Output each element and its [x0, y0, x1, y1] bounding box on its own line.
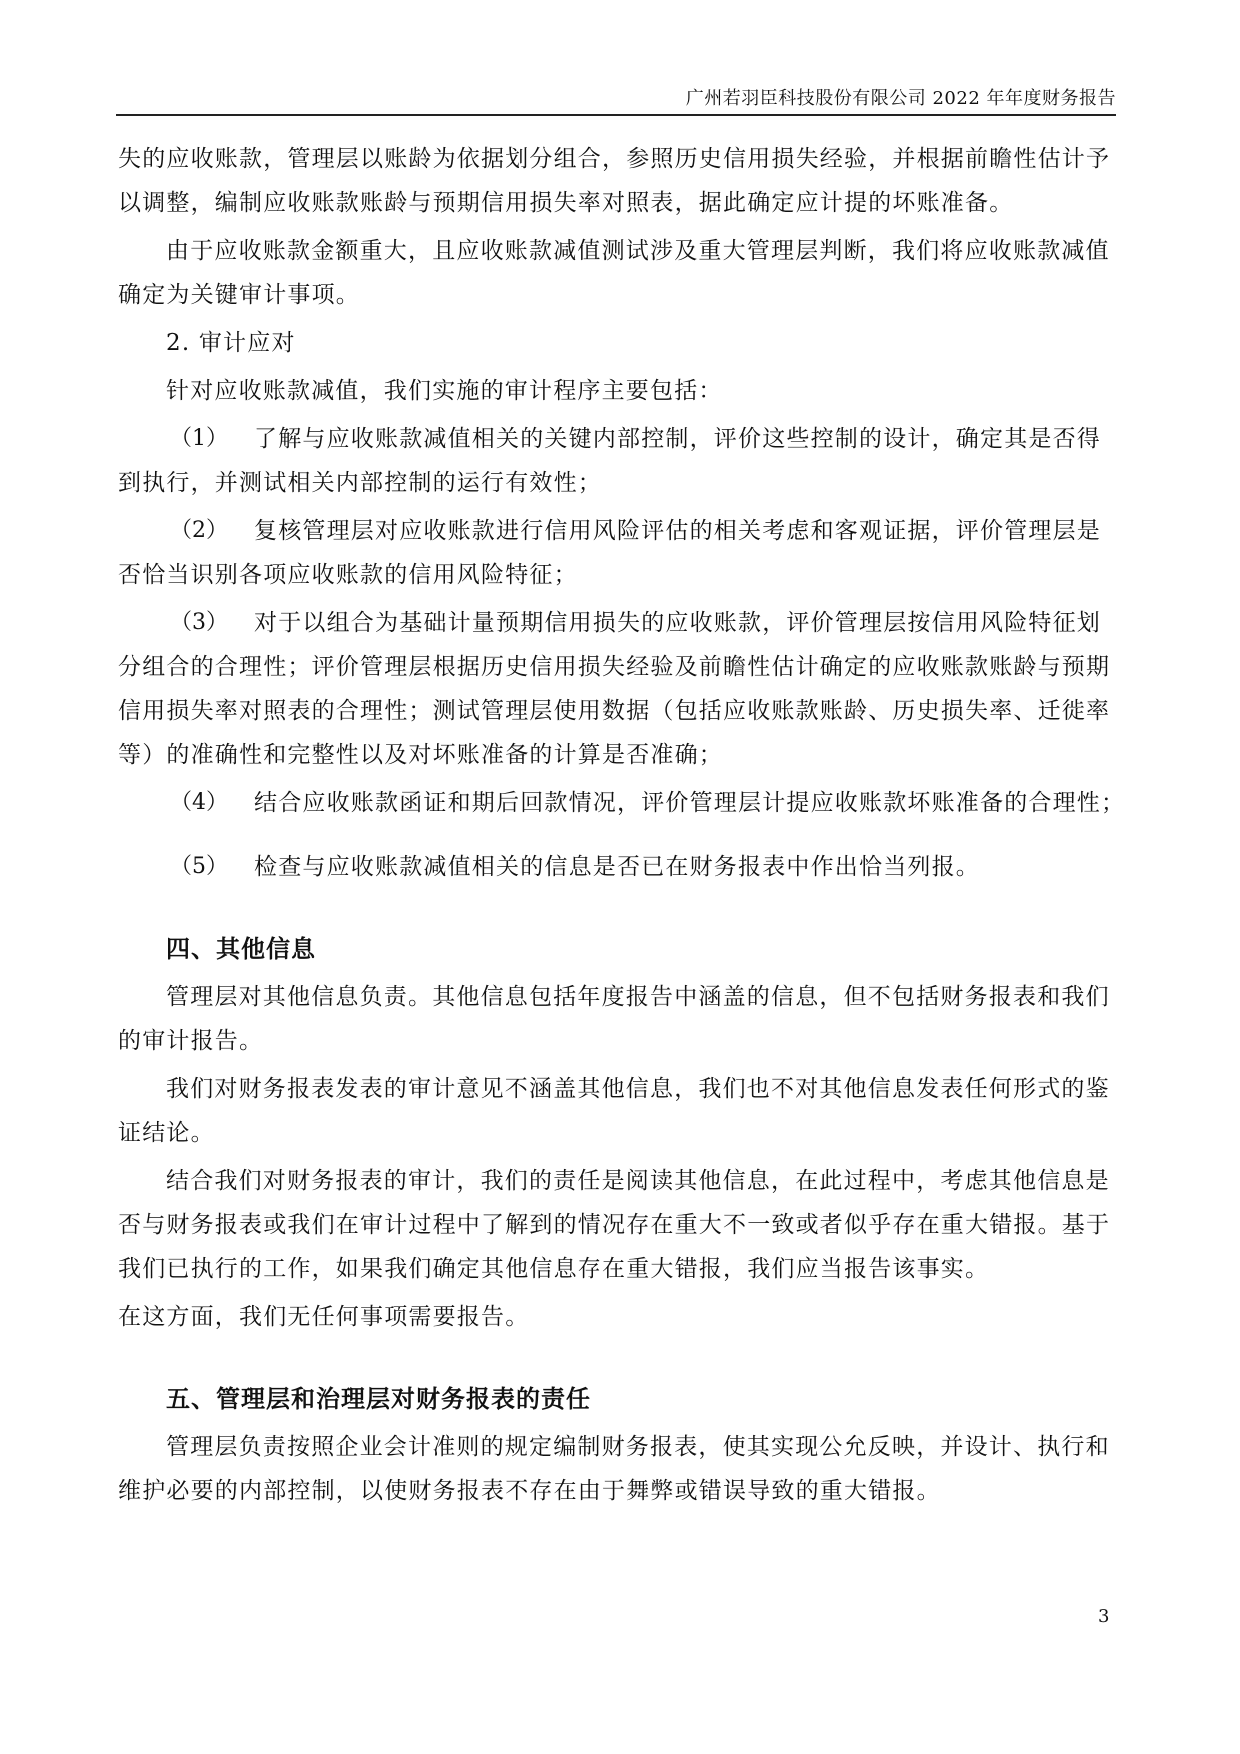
paragraph-line: 以调整，编制应收账款账龄与预期信用损失率对照表，据此确定应计提的坏账准备。	[118, 190, 1014, 216]
list-item-number: （5）	[170, 854, 228, 879]
list-item-line: 信用损失率对照表的合理性；测试管理层使用数据（包括应收账款账龄、历史损失率、迁徙率	[118, 698, 1111, 724]
list-item-number: （2）	[170, 518, 228, 543]
paragraph-line: 维护必要的内部控制，以使财务报表不存在由于舞弊或错误导致的重大错报。	[118, 1478, 941, 1504]
section-heading: 五、管理层和治理层对财务报表的责任	[166, 1385, 591, 1413]
paragraph-line: 确定为关键审计事项。	[118, 282, 360, 308]
list-item-line: 等）的准确性和完整性以及对坏账准备的计算是否准确；	[118, 742, 723, 768]
list-item-line: 到执行，并测试相关内部控制的运行有效性；	[118, 470, 602, 496]
paragraph-line: 在这方面，我们无任何事项需要报告。	[118, 1304, 530, 1330]
subsection-title: 2. 审计应对	[166, 330, 296, 356]
list-item-line: 分组合的合理性；评价管理层根据历史信用损失经验及前瞻性估计确定的应收账款账龄与预期	[118, 654, 1111, 680]
paragraph-line: 管理层负责按照企业会计准则的规定编制财务报表，使其实现公允反映，并设计、执行和	[166, 1434, 1110, 1460]
paragraph-line: 失的应收账款，管理层以账龄为依据划分组合，参照历史信用损失经验，并根据前瞻性估计予	[118, 146, 1111, 172]
paragraph-line: 否与财务报表或我们在审计过程中了解到的情况存在重大不一致或者似乎存在重大错报。基于	[118, 1212, 1111, 1238]
list-item-number: （1）	[170, 426, 228, 451]
paragraph-line: 我们已执行的工作，如果我们确定其他信息存在重大错报，我们应当报告该事实。	[118, 1256, 990, 1282]
paragraph-line: 证结论。	[118, 1120, 215, 1146]
list-item-line: 否恰当识别各项应收账款的信用风险特征；	[118, 562, 578, 588]
paragraph-line: 针对应收账款减值，我们实施的审计程序主要包括：	[166, 378, 723, 404]
page-number: 3	[1098, 1606, 1110, 1627]
list-item-number: （3）	[170, 610, 228, 635]
list-item-line: 对于以组合为基础计量预期信用损失的应收账款，评价管理层按信用风险特征划	[254, 610, 1101, 636]
paragraph-line: 的审计报告。	[118, 1028, 264, 1054]
paragraph-line: 结合我们对财务报表的审计，我们的责任是阅读其他信息，在此过程中，考虑其他信息是	[166, 1168, 1110, 1194]
section-heading: 四、其他信息	[166, 935, 316, 963]
report-title: 广州若羽臣科技股份有限公司 2022 年年度财务报告	[685, 88, 1116, 109]
list-item-line: 了解与应收账款减值相关的关键内部控制，评价这些控制的设计，确定其是否得	[254, 426, 1101, 452]
paragraph-line: 管理层对其他信息负责。其他信息包括年度报告中涵盖的信息，但不包括财务报表和我们	[166, 984, 1110, 1010]
paragraph-line: 我们对财务报表发表的审计意见不涵盖其他信息，我们也不对其他信息发表任何形式的鉴	[166, 1076, 1110, 1102]
page-header	[116, 84, 1116, 116]
paragraph-line: 由于应收账款金额重大，且应收账款减值测试涉及重大管理层判断，我们将应收账款减值	[166, 238, 1110, 264]
list-item-line: 结合应收账款函证和期后回款情况，评价管理层计提应收账款坏账准备的合理性；	[254, 790, 1126, 816]
list-item-number: （4）	[170, 790, 228, 815]
list-item-line: 复核管理层对应收账款进行信用风险评估的相关考虑和客观证据，评价管理层是	[254, 518, 1101, 544]
list-item-line: 检查与应收账款减值相关的信息是否已在财务报表中作出恰当列报。	[254, 854, 980, 880]
